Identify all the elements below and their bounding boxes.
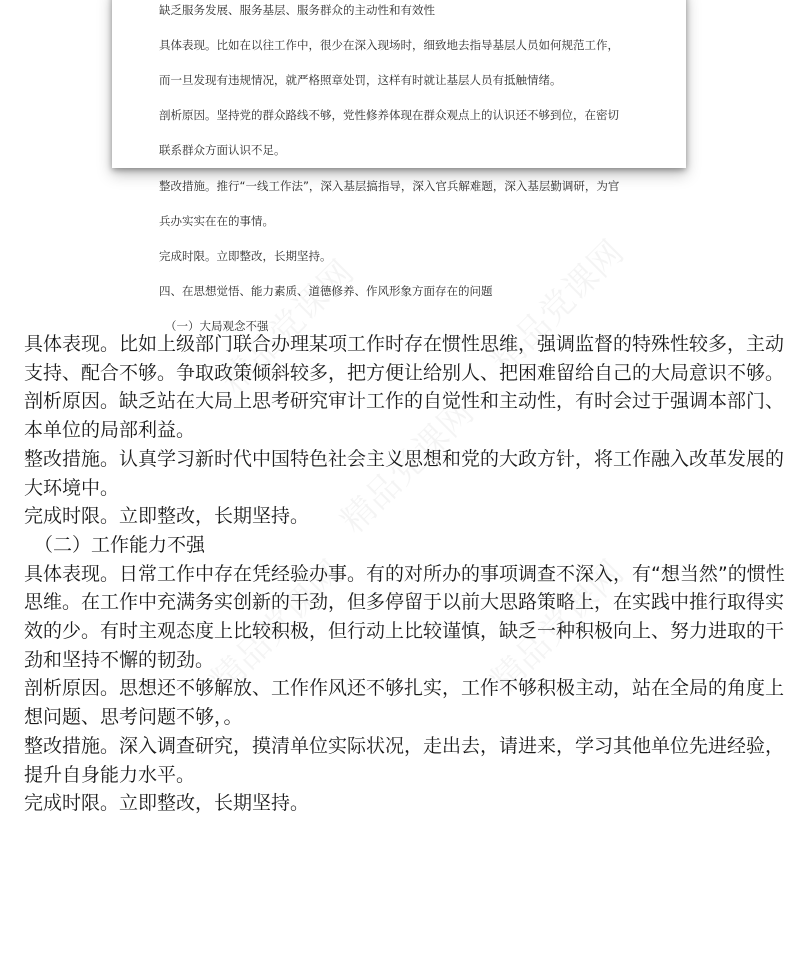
preview-line: 四、在思想觉悟、能力素质、道德修养、作风形象方面存在的问题 — [159, 284, 493, 299]
paragraph-line: 劲和坚持不懈的韧劲。 — [24, 648, 215, 671]
preview-line: 缺乏服务发展、服务基层、服务群众的主动性和有效性 — [159, 2, 435, 17]
preview-line: 而一旦发现有违规情况，就严格照章处罚，这样有时就让基层人员有抵触情绪。 — [159, 72, 562, 87]
paragraph-line: 整改措施。深入调查研究，摸清单位实际状况，走出去，请进来，学习其他单位先进经验， — [24, 734, 785, 757]
paragraph-line: 完成时限。立即整改，长期坚持。 — [24, 505, 310, 528]
paragraph-line: 本单位的局部利益。 — [24, 419, 196, 442]
paragraph-line: 整改措施。认真学习新时代中国特色社会主义思想和党的大政方针，将工作融入改革发展的 — [24, 447, 785, 470]
section-heading: （二）工作能力不强 — [34, 533, 206, 556]
paragraph-line: 提升自身能力水平。 — [24, 763, 196, 786]
paragraph-line: 具体表现。比如上级部门联合办理某项工作时存在惯性思维，强调监督的特殊性较多，主动 — [24, 333, 785, 355]
paragraph-line: 大环境中。 — [24, 476, 120, 499]
paragraph-line: 思维。在工作中充满务实创新的干劲，但多停留于以前大思路策略上，在实践中推行取得实 — [24, 591, 785, 614]
paragraph-line: 具体表现。日常工作中存在凭经验办事。有的对所办的事项调查不深入，有“想当然”的惯性 — [24, 562, 785, 585]
preview-line: 整改措施。推行“一线工作法”，深入基层搞指导，深入官兵解难题，深入基层勤调研，为官 — [159, 178, 620, 193]
paragraph-line: 完成时限。立即整改，长期坚持。 — [24, 792, 310, 815]
document-body — [24, 330, 784, 818]
preview-text-block — [159, 0, 679, 353]
preview-line: 兵办实实在在的事情。 — [159, 213, 274, 228]
preview-line: 联系群众方面认识不足。 — [159, 143, 286, 158]
paragraph-line: 剖析原因。缺乏站在大局上思考研究审计工作的自觉性和主动性，有时会过于强调本部门、 — [24, 390, 785, 413]
paragraph-line: 剖析原因。思想还不够解放、工作作风还不够扎实，工作不够积极主动，站在全局的角度上 — [24, 677, 785, 700]
preview-line: 具体表现。比如在以往工作中，很少在深入现场时，细致地去指导基层人员如何规范工作， — [159, 37, 619, 52]
paragraph-line: 效的少。有时主观态度上比较积极，但行动上比较谨慎，缺乏一种积极向上、努力进取的干 — [24, 620, 785, 643]
paragraph-line: 支持、配合不够。争取政策倾斜较多，把方便让给别人、把困难留给自己的大局意识不够。 — [24, 361, 785, 384]
paragraph-line: 想问题、思考问题不够，。 — [24, 706, 243, 729]
preview-line: 完成时限。立即整改，长期坚持。 — [159, 248, 332, 263]
preview-line: （一）大局观念不强 — [165, 319, 269, 334]
document-preview-card — [112, 0, 686, 334]
preview-line: 剖析原因。坚持党的群众路线不够，党性修养体现在群众观点上的认识还不够到位，在密切 — [159, 108, 619, 123]
